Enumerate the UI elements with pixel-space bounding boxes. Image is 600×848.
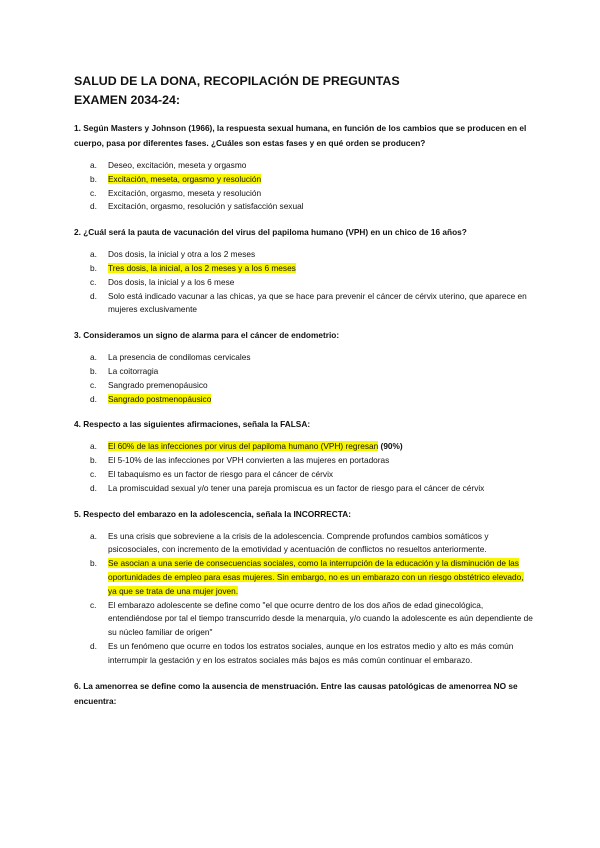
option-letter: d.: [90, 482, 97, 493]
option-d: [74, 640, 534, 668]
document-content: [74, 72, 534, 720]
option-letter: d.: [90, 640, 97, 651]
option-text-highlighted-continued: Sin embargo, no es un embarazo con un riesgo obstétrico elevado, ya que se trata de una mujer joven.: [108, 571, 524, 596]
option-letter: d.: [90, 290, 97, 301]
option-text: Es una crisis que sobreviene a la crisis de la adolescencia. Comprende profundos cambios somáticos y psicosociales, con incremento de la emotividad y acentuación de conflictos no resueltos anteriormente.: [108, 530, 489, 555]
option-list: [74, 351, 534, 406]
option-letter: a.: [90, 160, 97, 170]
option-letter: c.: [90, 187, 97, 198]
option-a: [74, 440, 534, 454]
option-b: [74, 557, 534, 598]
option-text: Sangrado premenopáusico: [108, 379, 208, 390]
option-c: [74, 276, 534, 290]
question-text: 4. Respecto a las siguientes afirmaciones, señala la FALSA:: [74, 419, 311, 430]
option-letter: b.: [90, 455, 97, 466]
option-text: El embarazo adolescente se define como "el que ocurre dentro de los dos años de edad ginecológica, entendiéndose por tal el tiempo transcurrido desde la menarquia, y/o cuando la adolescente es aún dependiente de su núcleo familiar de origen": [108, 599, 533, 638]
option-text: Excitación, orgasmo, resolución y satisfacción sexual: [108, 201, 304, 212]
question-text: 2. ¿Cuál será la pauta de vacunación del virus del papiloma humano (VPH) en un chico de 16 años?: [74, 227, 467, 238]
option-letter: b.: [90, 173, 97, 184]
document-title: SALUD DE LA DONA, RECOPILACIÓN DE PREGUNTAS: [74, 74, 400, 88]
question-1: [74, 121, 534, 214]
question-text: 6. La amenorrea se define como la ausencia de menstruación. Entre las causas patológicas de amenorrea NO se encuentra:: [74, 680, 518, 706]
option-a: [74, 530, 534, 558]
option-text-highlighted: Sangrado postmenopáusico: [108, 393, 212, 404]
option-letter: b.: [90, 558, 97, 569]
option-letter: d.: [90, 393, 97, 404]
option-b: [74, 454, 534, 468]
option-d: [74, 290, 534, 318]
exam-subtitle: EXAMEN 2034-24:: [74, 93, 181, 107]
option-a: [74, 248, 534, 262]
option-text-highlighted: Tres dosis, la inicial, a los 2 meses y a los 6 meses: [108, 262, 296, 273]
option-d: [74, 393, 534, 407]
option-letter: a.: [90, 530, 97, 541]
question-text: 3. Consideramos un signo de alarma para el cáncer de endometrio:: [74, 330, 340, 341]
option-text: El 5-10% de las infecciones por VPH convierten a las mujeres en portadoras: [108, 455, 390, 466]
option-b: [74, 173, 534, 187]
option-text-highlighted: El 60% de las infecciones por virus del papiloma humano (VPH) regresan: [108, 441, 379, 452]
option-c: [74, 187, 534, 201]
option-text-highlighted: Excitación, meseta, orgasmo y resolución: [108, 173, 262, 184]
option-text-highlighted: Se asocian a una serie de consecuencias sociales, como la interrupción de la educación y la disminución de las oportunidades de empleo para esas mujeres.: [108, 558, 519, 582]
option-text: El tabaquismo es un factor de riesgo para el cáncer de cérvix: [108, 468, 334, 479]
option-letter: b.: [90, 365, 97, 376]
question-5: [74, 507, 534, 668]
option-letter: a.: [90, 249, 97, 260]
option-list: [74, 248, 534, 317]
question-4: [74, 417, 534, 495]
option-text: La presencia de condilomas cervicales: [108, 352, 251, 363]
option-text: Excitación, orgasmo, meseta y resolución: [108, 187, 262, 198]
option-a: [74, 159, 534, 173]
option-note: (90%): [378, 441, 403, 452]
option-text: La promiscuidad sexual y/o tener una pareja promiscua es un factor de riesgo para el cáncer de cérvix: [108, 482, 485, 493]
option-letter: c.: [90, 468, 97, 479]
option-text: Deseo, excitación, meseta y orgasmo: [108, 160, 247, 170]
option-d: [74, 482, 534, 496]
option-letter: b.: [90, 262, 97, 273]
option-list: [74, 440, 534, 495]
option-c: [74, 379, 534, 393]
option-letter: c.: [90, 599, 97, 610]
option-text: Solo está indicado vacunar a las chicas, ya que se hace para prevenir el cáncer de cérvix uterino, que aparece en mujeres exclusivamente: [108, 290, 527, 315]
option-a: [74, 351, 534, 365]
question-text: 5. Respecto del embarazo en la adolescencia, señala la INCORRECTA:: [74, 508, 351, 519]
option-letter: c.: [90, 276, 97, 287]
option-letter: c.: [90, 379, 97, 390]
option-b: [74, 262, 534, 276]
option-c: [74, 599, 534, 640]
option-text: La coitorragia: [108, 365, 159, 376]
option-d: [74, 200, 534, 214]
option-list: [74, 530, 534, 668]
option-text: Es un fenómeno que ocurre en todos los estratos sociales, aunque en los estratos medio y alto es más común interrumpir la gestación y en los estratos sociales más bajos es más común continuar el embarazo.: [108, 640, 514, 665]
question-2: [74, 225, 534, 317]
option-letter: a.: [90, 352, 97, 363]
option-letter: d.: [90, 201, 97, 212]
option-list: [74, 159, 534, 214]
option-text: Dos dosis, la inicial y a los 6 mese: [108, 276, 235, 287]
question-3: [74, 328, 534, 406]
option-c: [74, 468, 534, 482]
option-text: Dos dosis, la inicial y otra a los 2 meses: [108, 249, 256, 260]
option-letter: a.: [90, 441, 97, 452]
question-text: 1. Según Masters y Johnson (1966), la respuesta sexual humana, en función de los cambios que se producen en el cuerpo, pasa por diferentes fases. ¿Cuáles son estas fases y en qué orden se producen?: [74, 123, 527, 148]
question-6: [74, 679, 534, 709]
option-b: [74, 365, 534, 379]
